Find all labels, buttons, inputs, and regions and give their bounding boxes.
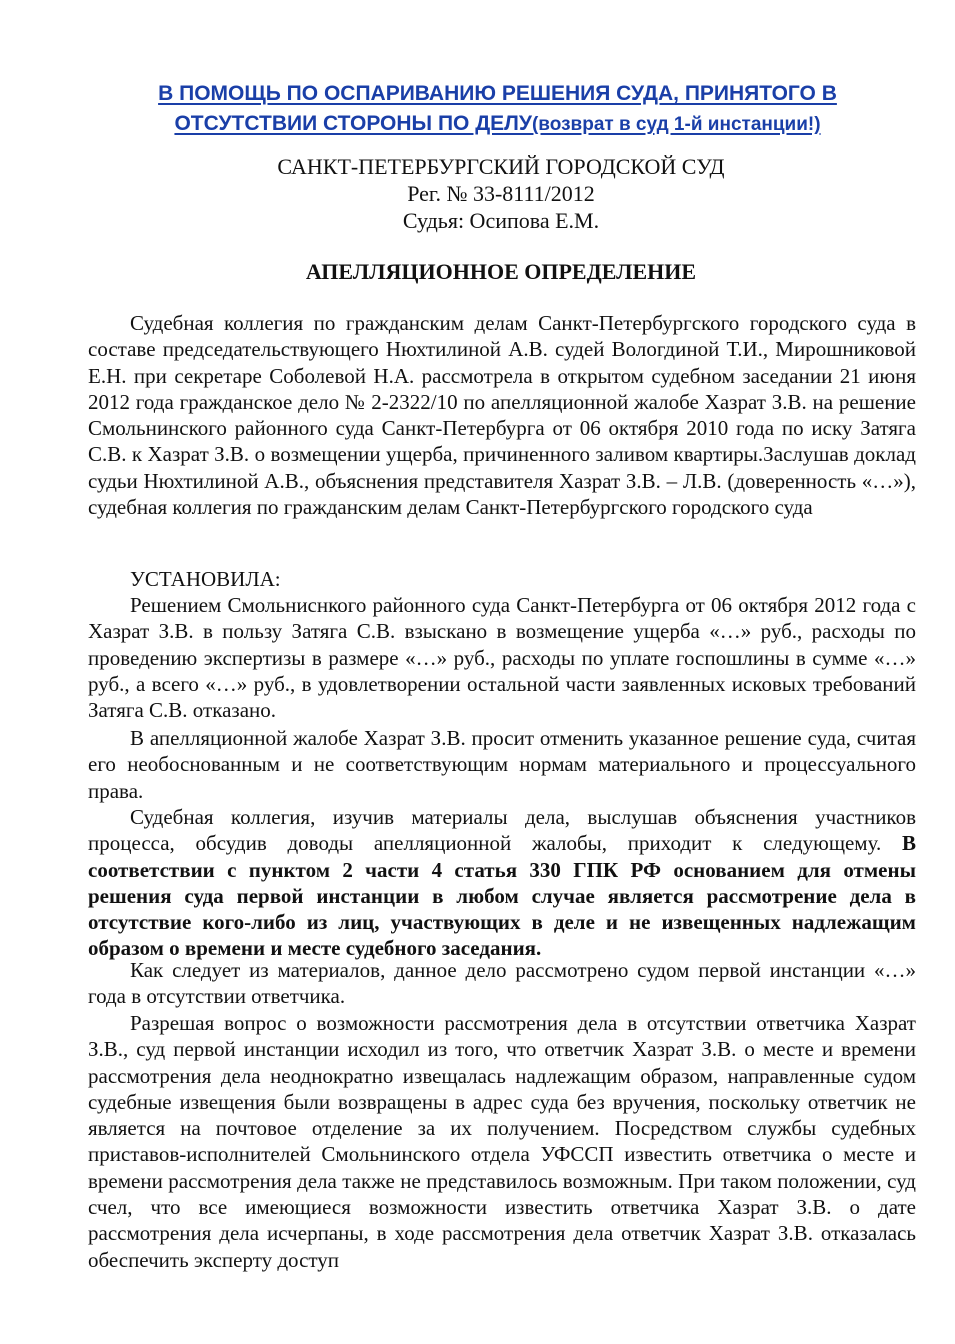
paragraph-intro: Судебная коллегия по гражданским делам Санкт-Петербургского городского суда в составе председательствующего Нюхтилиной А.В. судей Вологдиной Т.И., Мирошниковой Е.Н. при секретаре Соболевой Н.А. рассмотрела в открытом судебном заседании 21 июня 2012 года гражданское дело № 2-2322/10 по апелляционной жалобе Хазрат З.В. на решение Смольнинского районного суда Санкт-Петербурга от 06 октября 2010 года по иску Затяга С.В. к Хазрат З.В. о возмещении ущерба, причиненного заливом квартиры.Заслушав доклад судьи Нюхтилиной А.В., объяснения представителя Хазрат З.В. – Л.В. (доверенность «…»), судебная коллегия по гражданским делам Санкт-Петербургского городского суда — [88, 311, 916, 520]
paragraph-collegium-bold: В соответствии с пунктом 2 части 4 статья 330 ГПК РФ основанием для отмены решения суда первой инстанции в любом случае является рассмотрение дела в отсутствие кого-либо из лиц, участвующих в деле и не извещенных надлежащим образом о времени и месте судебного заседания. — [88, 831, 916, 961]
paragraph-decision: Решением Смольниснкого районного суда Санкт-Петербурга от 06 октября 2012 года с Хазрат З.В. в пользу Затяга С.В. взыскано в возмещение ущерба «…» руб., расходы по проведению экспертизы в размере «…» руб., расходы по уплате госпошлины в сумме «…» руб., а всего «…» руб., в удовлетворении остальной части заявленных исковых требований Затяга С.В. отказано. — [88, 593, 916, 723]
court-judge: Судья: Осипова Е.М. — [402, 208, 600, 233]
paragraph-collegium-text: Судебная коллегия, изучив материалы дела, выслушав объяснения участников процесса, обсудив доводы апелляционной жалобы, приходит к следующему. — [88, 805, 916, 856]
paragraph-resolution: Разрешая вопрос о возможности рассмотрения дела в отсутствии ответчика Хазрат З.В., суд первой инстанции исходил из того, что ответчик Хазрат З.В. о месте и времени рассмотрения дела неоднократно извещалась надлежащим образом, направленные судом судебные извещения были возвращены в адрес суда без вручения, поскольку ответчик не является на почтовое отделение за их получением. Посредством службы судебных приставов-исполнителей Смольнинского отдела УФССП известить ответчика о месте и времени рассмотрения дела также не представилось возможным. При таком положении, суд счел, что все имеющиеся возможности известить ответчика Хазрат З.В. о дате рассмотрения дела исчерпаны, в ходе рассмотрения дела ответчик Хазрат З.В. отказалась обеспечить эксперту доступ — [88, 1011, 916, 1272]
header-line-1: В ПОМОЩЬ ПО ОСПАРИВАНИЮ РЕШЕНИЯ СУДА, ПРИНЯТОГО В — [158, 82, 837, 105]
header-line-2-main: ОТСУТСТВИИ СТОРОНЫ ПО ДЕЛУ — [174, 112, 532, 135]
court-registration-number: Рег. № 33-8111/2012 — [407, 181, 595, 206]
header-line-2 — [60, 108, 935, 140]
document-title: АПЕЛЛЯЦИОННОЕ ОПРЕДЕЛЕНИЕ — [305, 259, 697, 284]
section-heading-established: УСТАНОВИЛА: — [130, 567, 281, 591]
court-name: САНКТ-ПЕТЕРБУРГСКИЙ ГОРОДСКОЙ СУД — [277, 154, 725, 179]
paragraph-appeal: В апелляционной жалобе Хазрат З.В. просит отменить указанное решение суда, считая его необоснованным и не соответствующим нормам материального и процессуального права. — [88, 726, 916, 803]
paragraph-collegium — [88, 804, 916, 962]
paragraph-materials: Как следует из материалов, данное дело рассмотрено судом первой инстанции «…» года в отсутствии ответчика. — [88, 958, 916, 1009]
header-line-2-note: (возврат в суд 1-й инстанции!) — [531, 114, 821, 135]
